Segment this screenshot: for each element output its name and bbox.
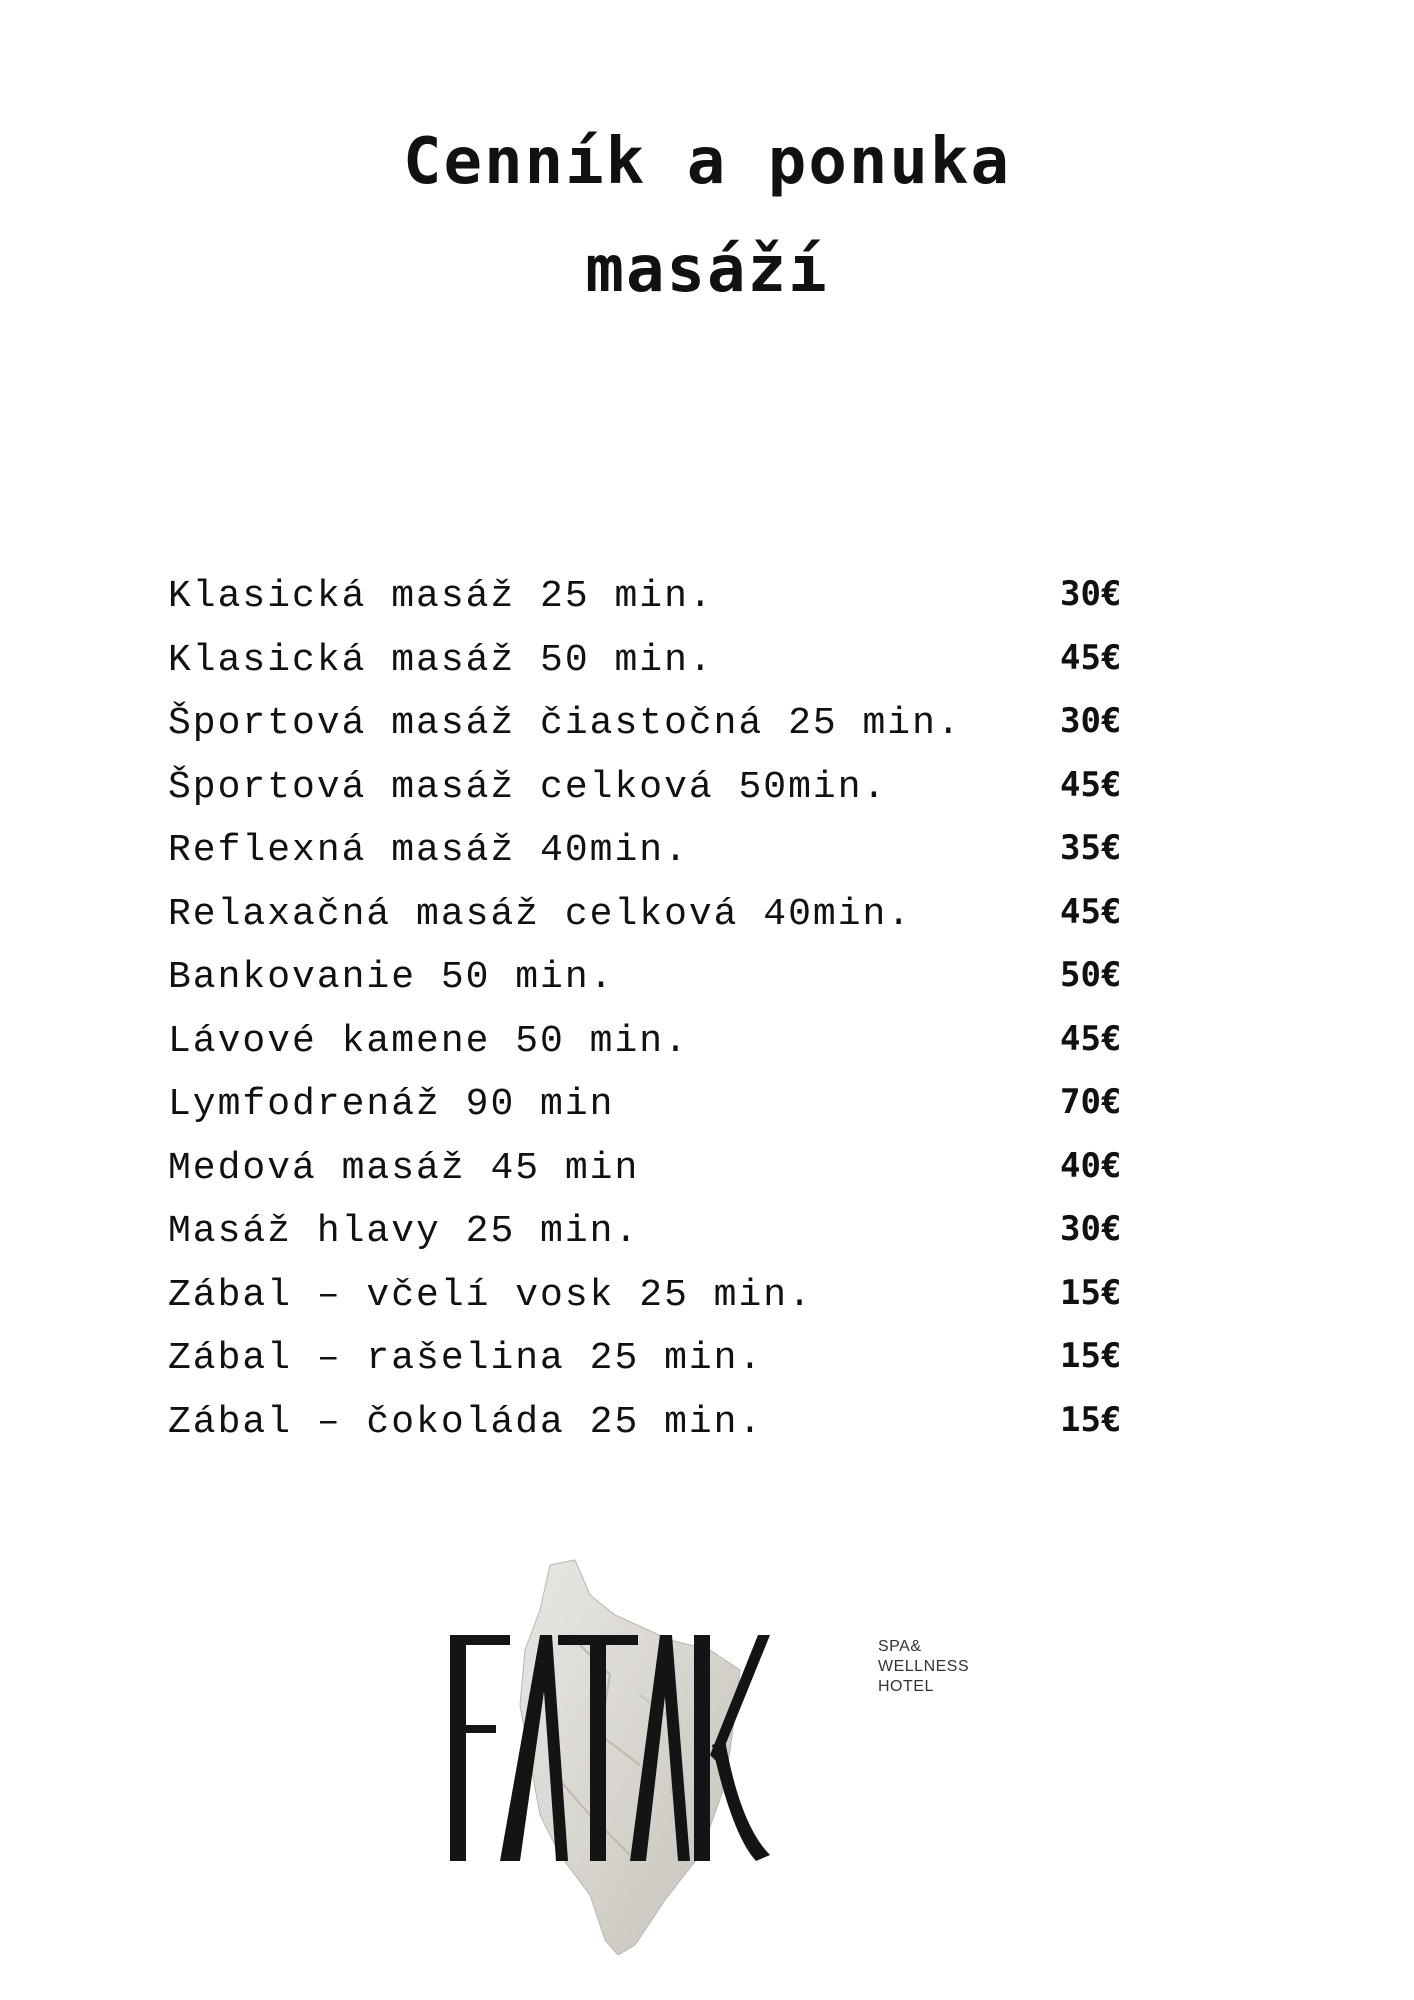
service-price: 15€: [1060, 1399, 1122, 1440]
service-price: 50€: [1060, 955, 1122, 995]
logo-subtitle: [878, 1637, 969, 1697]
service-price: 30€: [1060, 574, 1122, 614]
service-price: 15€: [1060, 1336, 1122, 1376]
service-price: 45€: [1060, 1018, 1122, 1059]
service-price: 30€: [1060, 1209, 1122, 1249]
logo-sub-line-1: SPA&: [878, 1638, 922, 1655]
price-row: [168, 1010, 1178, 1074]
service-name: Zábal – včelí vosk 25 min.: [168, 1273, 813, 1317]
price-row: [168, 692, 1178, 756]
service-price: 40€: [1060, 1145, 1122, 1186]
hotel-logo: [440, 1555, 1000, 1955]
service-name: Športová masáž celková 50min.: [168, 765, 888, 809]
price-list: [168, 565, 1178, 1454]
service-price: 35€: [1060, 828, 1122, 868]
logo-mark-icon: [440, 1555, 840, 1955]
service-name: Medová masáž 45 min: [168, 1146, 640, 1190]
page-title-line-2: masáží: [585, 233, 829, 307]
service-name: Lymfodrenáž 90 min: [168, 1083, 615, 1126]
service-price: 45€: [1060, 637, 1122, 678]
price-row: [168, 1264, 1178, 1328]
price-row: [168, 1391, 1178, 1455]
service-price: 45€: [1060, 764, 1122, 805]
price-row: [168, 756, 1178, 820]
service-name: Klasická masáž 50 min.: [168, 638, 714, 682]
service-name: Zábal – rašelina 25 min.: [168, 1337, 764, 1380]
service-price: 15€: [1060, 1272, 1122, 1313]
price-row: [168, 1327, 1178, 1391]
price-row: [168, 565, 1178, 629]
service-price: 45€: [1060, 891, 1122, 932]
service-price: 70€: [1060, 1082, 1122, 1122]
logo-sub-line-2: WELLNESS: [878, 1658, 970, 1675]
logo-sub-line-3: HOTEL: [878, 1678, 934, 1695]
page-title-line-1: Cenník a ponuka: [403, 125, 1011, 199]
service-price: 30€: [1060, 701, 1122, 741]
service-name: Reflexná masáž 40min.: [168, 829, 689, 872]
price-row: [168, 946, 1178, 1010]
service-name: Zábal – čokoláda 25 min.: [168, 1400, 764, 1444]
page-title: [0, 108, 1414, 324]
price-row: [168, 1200, 1178, 1264]
service-name: Klasická masáž 25 min.: [168, 575, 714, 618]
service-name: Bankovanie 50 min.: [168, 956, 615, 999]
service-name: Lávové kamene 50 min.: [168, 1019, 689, 1063]
price-row: [168, 629, 1178, 693]
service-name: Masáž hlavy 25 min.: [168, 1210, 640, 1253]
price-row: [168, 1137, 1178, 1201]
service-name: Relaxačná masáž celková 40min.: [168, 892, 913, 936]
price-row: [168, 1073, 1178, 1137]
price-row: [168, 819, 1178, 883]
price-row: [168, 883, 1178, 947]
service-name: Športová masáž čiastočná 25 min.: [168, 702, 962, 745]
